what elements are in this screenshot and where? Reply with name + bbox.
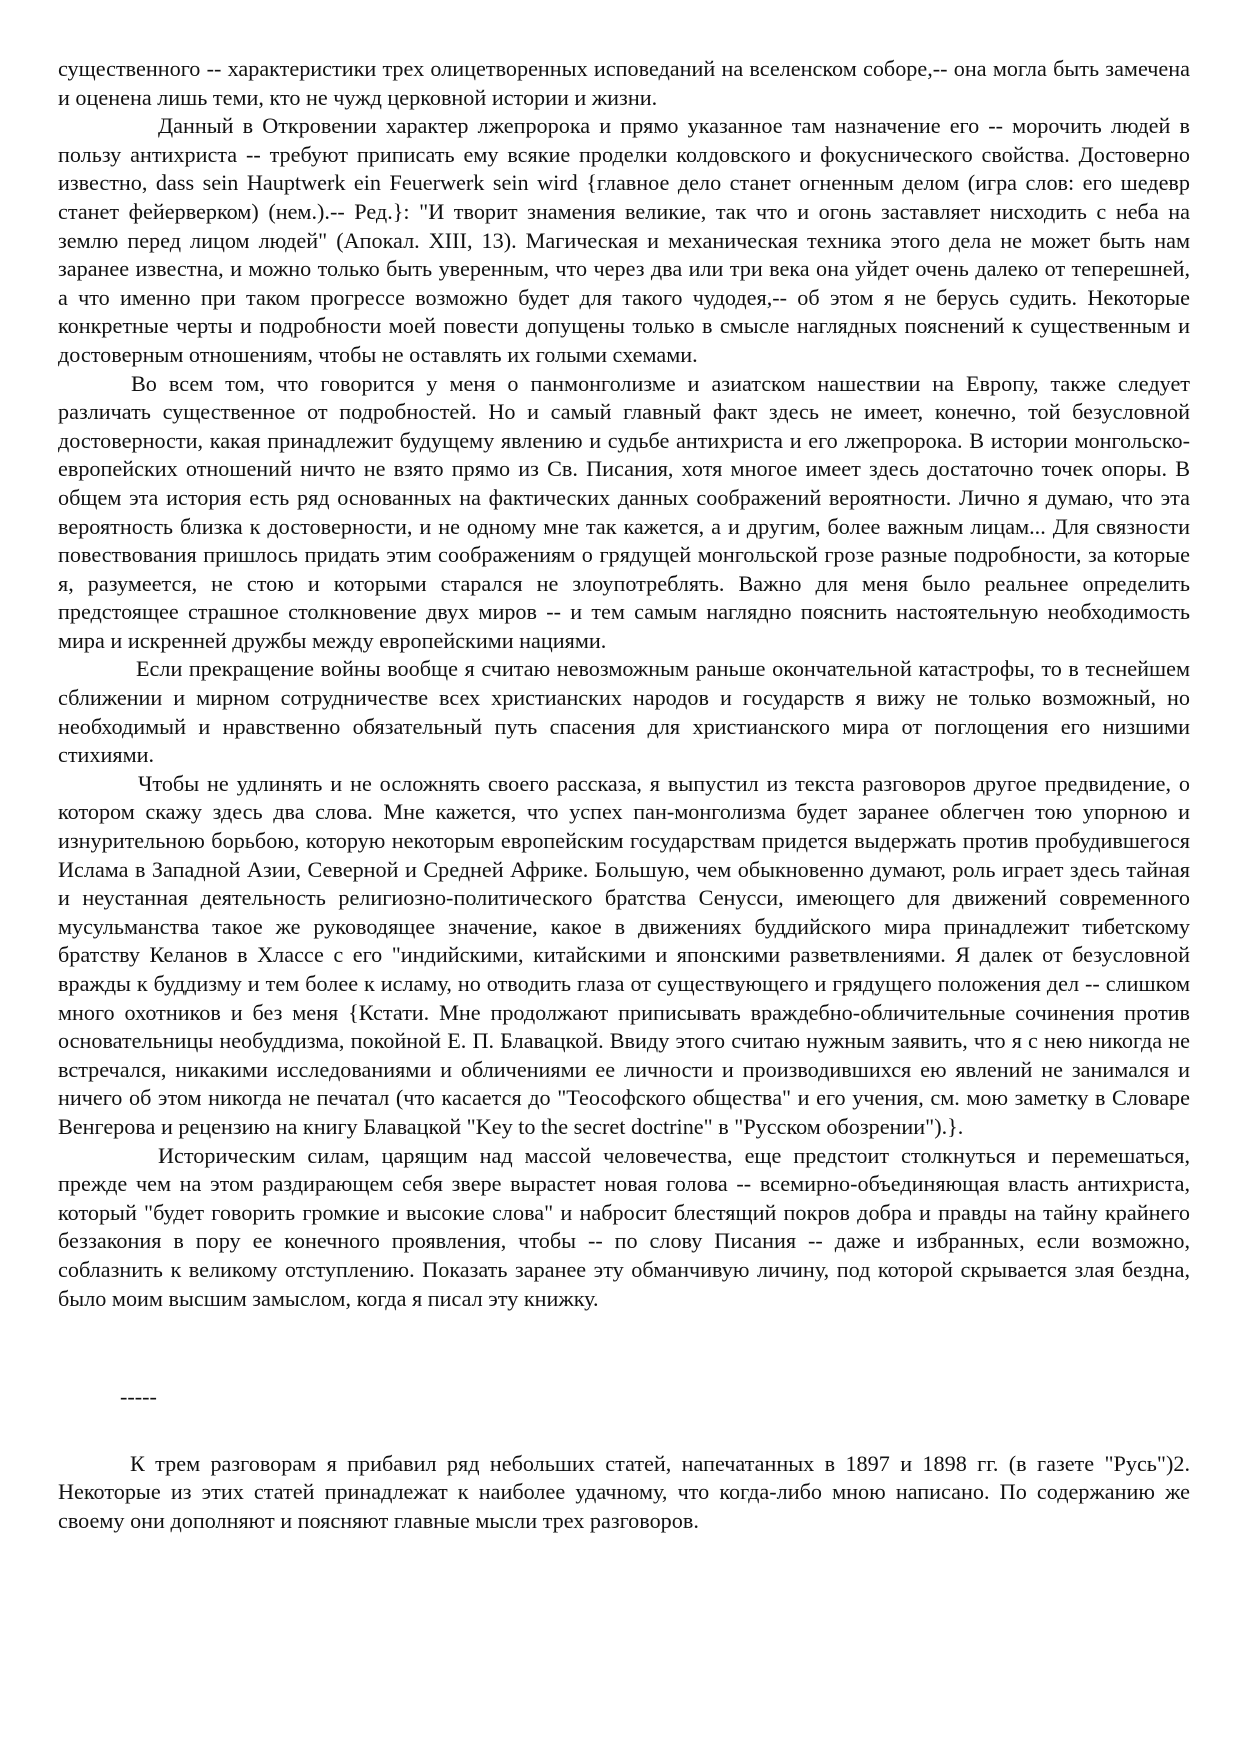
paragraph-6: Историческим силам, царящим над массой человечества, еще предстоит столкнуться и перемешаться, прежде чем на этом раздирающем себя звере вырастет новая голова -- всемирно-объединяющая власть антихриста, который "будет говорить громкие и высокие слова" и набросит блестящий покров добра и правды на тайну крайнего беззакония в пору ее конечного проявления, чтобы -- по слову Писания -- даже и избранных, если возможно, соблазнить к великому отступлению. Показать заранее эту обманчивую личину, под которой скрывается злая бездна, было моим высшим замыслом, когда я писал эту книжку.: [58, 1142, 1190, 1311]
paragraph-5: Чтобы не удлинять и не осложнять своего рассказа, я выпустил из текста разговоров другое предвидение, о котором скажу здесь два слова. Мне кажется, что успех пан-монголизма будет заранее облегчен тою упорною и изнурительною борьбою, которую некоторым европейским государствам придется выдержать против пробудившегося Ислама в Западной Азии, Северной и Средней Африке. Большую, чем обыкновенно думают, роль играет здесь тайная и неустанная деятельность религиозно-политического братства Сенусси, имеющего для движений современного мусульманства такое же руководящее значение, какое в движениях буддийского мира принадлежит тибетскому братству Келанов в Хлассе с его "индийскими, китайскими и японскими разветвлениями. Я далек от безусловной вражды к буддизму и тем более к исламу, но отводить глаза от существующего и грядущего положения дел -- слишком много охотников и без меня {Кстати. Мне продолжают приписывать враждебно-обличительные сочинения против основательницы необуддизма, покойной Е. П. Блавацкой. Ввиду этого считаю нужным заявить, что я с нею никогда не встречался, никакими исследованиями и обличениями ее личности и производившихся ею явлений не занимался и ничего об этом никогда не печатал (что касается до "Теософского общества" и его учения, см. мою заметку в Словаре Венгерова и рецензию на книгу Блавацкой "Key to the secret doctrine" в "Русском обозрении").}.: [58, 770, 1190, 1139]
paragraph-1: существенного -- характеристики трех олицетворенных исповеданий на вселенском соборе,-- она могла быть замечена и оценена лишь теми, кто не чужд церковной истории и жизни.: [58, 56, 1190, 110]
closing-paragraph: К трем разговорам я прибавил ряд небольших статей, напечатанных в 1897 и 1898 гг. (в газете "Русь")2. Некоторые из этих статей принадлежат к наиболее удачному, что когда-либо мною написано. По содержанию же своему они дополняют и поясняют главные мысли трех разговоров.: [58, 1450, 1190, 1533]
document-page: [58, 55, 1190, 1536]
paragraph-4: Если прекращение войны вообще я считаю невозможным раньше окончательной катастрофы, то в теснейшем сближении и мирном сотрудничестве всех христианских народов и государств я вижу не только возможный, но необходимый и нравственно обязательный путь спасения для христианского мира от поглощения его низшими стихиями.: [58, 656, 1190, 768]
section-separator: -----: [120, 1384, 157, 1410]
paragraph-3: Во всем том, что говорится у меня о панмонголизме и азиатском нашествии на Европу, также следует различать существенное от подробностей. Но и самый главный факт здесь не имеет, конечно, той безусловной достоверности, какая принадлежит будущему явлению и судьбе антихриста и его лжепророка. В истории монгольско-европейских отношений ничто не взято прямо из Св. Писания, хотя многое имеет здесь достаточно точек опоры. В общем эта история есть ряд основанных на фактических данных соображений вероятности. Лично я думаю, что эта вероятность близка к достоверности, и не одному мне так кажется, а и другим, более важным лицам... Для связности повествования пришлось придать этим соображениям о грядущей монгольской грозе разные подробности, за которые я, разумеется, не стою и которыми старался не злоупотреблять. Важно для меня было реальнее определить предстоящее страшное столкновение двух миров -- и тем самым наглядно пояснить настоятельную необходимость мира и искренней дружбы между европейскими нациями.: [58, 370, 1190, 653]
paragraph-2: Данный в Откровении характер лжепророка и прямо указанное там назначение его -- морочить людей в пользу антихриста -- требуют приписать ему всякие проделки колдовского и фокуснического свойства. Достоверно известно, dass sein Hauptwerk ein Feuerwerk sein wird {главное дело станет огненным делом (игра слов: его шедевр станет фейерверком) (нем.).-- Ред.}: "И творит знамения великие, так что и огонь заставляет нисходить с неба на землю перед лицом людей" (Апокал. XIII, 13). Магическая и механическая техника этого дела не может быть нам заранее известна, и можно только быть уверенным, что через два или три века она уйдет очень далеко от теперешней, а что именно при таком прогрессе возможно будет для такого чудодея,-- об этом я не берусь судить. Некоторые конкретные черты и подробности моей повести допущены только в смысле наглядных пояснений к существенным и достоверным отношениям, чтобы не оставлять их голыми схемами.: [58, 113, 1190, 367]
